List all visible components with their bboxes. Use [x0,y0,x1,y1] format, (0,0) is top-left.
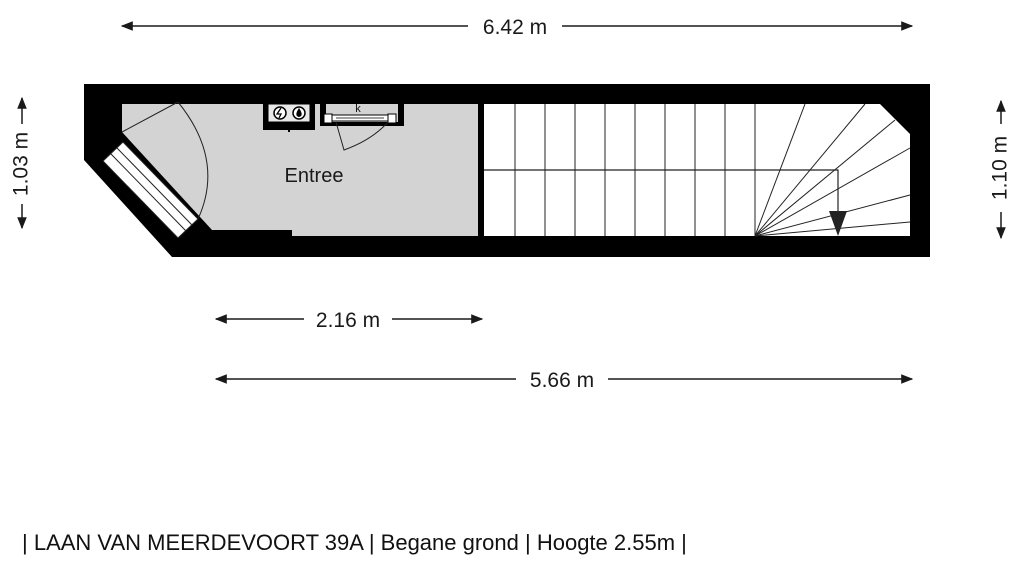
dimension-left-label: 1.03 m [9,131,33,197]
staircase [484,104,910,236]
dimension-top [122,16,912,39]
dimension-top-label: 6.42 m [482,16,548,39]
meter-cupboard [263,100,315,132]
partition-wall [478,104,484,236]
dimension-left [10,98,33,228]
dimension-bottom [216,369,912,392]
dimension-entree-label: 2.16 m [315,309,381,332]
room-label-entree: Entree [284,165,344,187]
dimension-right [989,101,1012,238]
dimension-bottom-label: 5.66 m [529,369,595,392]
cupboard-label: k [355,103,361,115]
dimension-entree [216,309,482,332]
dimension-right-label: 1.10 m [988,135,1012,201]
plan-caption: | LAAN VAN MEERDEVOORT 39A | Begane grond | Hoogte 2.55m | [22,530,687,555]
